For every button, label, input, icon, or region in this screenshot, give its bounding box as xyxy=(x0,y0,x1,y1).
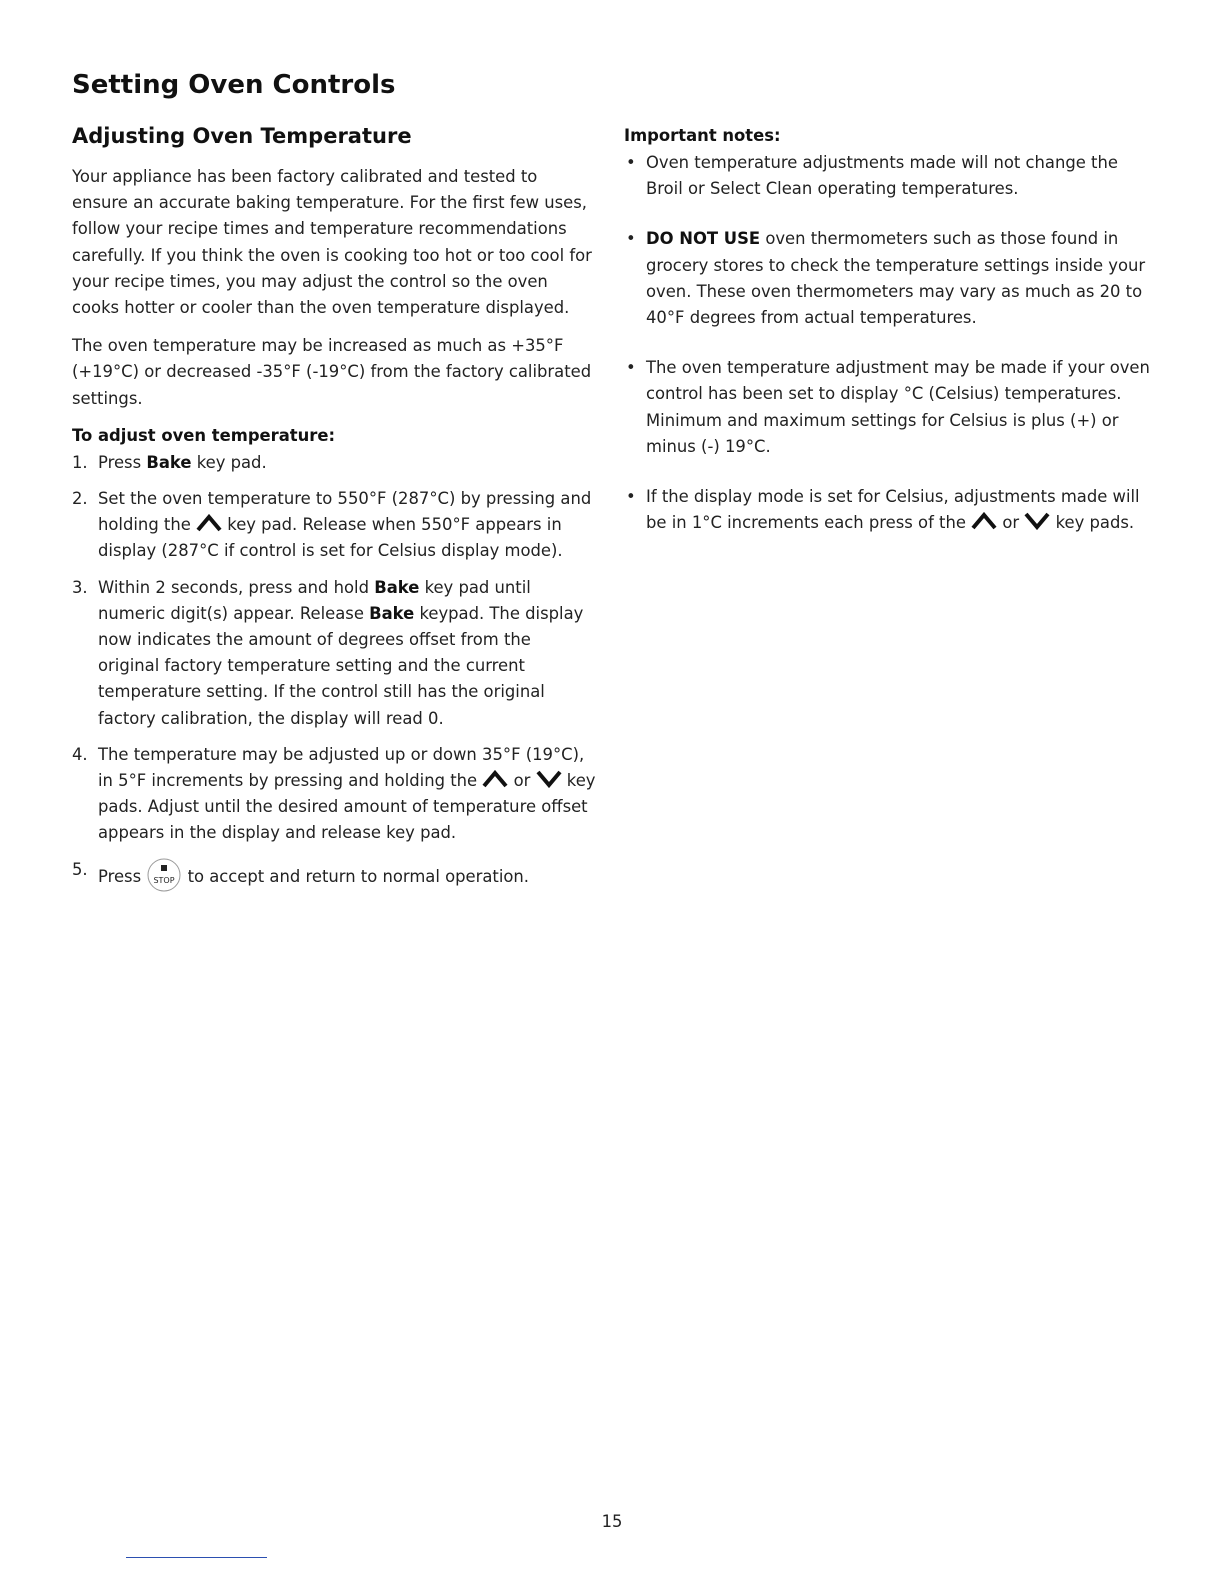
bullet: • xyxy=(626,153,636,172)
procedure-heading: To adjust oven temperature: xyxy=(72,425,336,445)
left-column xyxy=(72,124,596,903)
step-text: The temperature may be adjusted up or down 35°F (19°C), in 5°F increments by pressing and holding the xyxy=(98,744,585,791)
or-text: or xyxy=(1002,513,1020,533)
down-arrow-icon xyxy=(536,770,562,788)
stop-key-icon xyxy=(146,857,182,893)
note-item xyxy=(624,150,1152,202)
step-4 xyxy=(72,742,596,847)
step-text: Press xyxy=(98,452,147,472)
intro-paragraph: Your appliance has been factory calibrated and tested to ensure an accurate baking temperature. For the first few uses, follow your recipe times and temperature recommendations carefully. If you think the oven is cooking too hot or too cool for your recipe times, you may adjust the control so the oven cooks hotter or cooler than the oven temperature displayed. xyxy=(72,167,592,318)
or-text: or xyxy=(513,771,531,791)
bullet: • xyxy=(626,229,636,249)
step-number: 5. xyxy=(72,859,88,879)
note-text: oven thermometers such as those found in grocery stores to check the temperature settings inside your oven. These oven thermometers may vary as much as 20 to 40°F degrees from actual temperatures. xyxy=(646,229,1146,328)
range-paragraph: The oven temperature may be increased as much as +35°F (+19°C) or decreased -35°F (-19°C) from the factory calibrated settings. xyxy=(72,336,592,408)
step-5 xyxy=(72,857,596,893)
bullet: • xyxy=(626,487,636,507)
step-2 xyxy=(72,486,596,565)
page-number: 15 xyxy=(601,1512,623,1531)
footer-rule xyxy=(126,1557,267,1558)
step-number: 4. xyxy=(72,744,88,764)
page-title: Setting Oven Controls xyxy=(72,70,396,100)
note-text: key pads. xyxy=(1055,513,1135,533)
note-item xyxy=(624,355,1152,460)
step-1 xyxy=(72,450,596,476)
note-item xyxy=(624,226,1152,331)
step-text: key pads. Adjust until the desired amount of temperature offset appears in the display and release key pad. xyxy=(98,771,596,843)
step-text: Press xyxy=(98,866,142,886)
section-title-adjusting: Adjusting Oven Temperature xyxy=(72,124,412,148)
step-text: key pad. xyxy=(191,452,267,472)
step-text: key pad until numeric digit(s) appear. Release xyxy=(98,577,531,623)
up-arrow-icon xyxy=(196,514,222,532)
bullet: • xyxy=(626,358,636,378)
step-text: keypad. The display now indicates the amount of degrees offset from the original factory temperature setting and the current temperature setting. If the control still has the original factory calibration, the display will read 0. xyxy=(98,603,584,728)
stop-key-label: STOP xyxy=(153,875,175,885)
step-number: 1. xyxy=(72,452,88,472)
notes-heading: Important notes: xyxy=(624,126,781,145)
warning-label: DO NOT USE xyxy=(646,229,761,249)
note-text: If the display mode is set for Celsius, adjustments made will be in 1°C increments each press of the xyxy=(646,487,1140,533)
bake-key-label: Bake xyxy=(369,603,415,623)
step-number: 3. xyxy=(72,577,88,597)
right-column xyxy=(624,124,1152,560)
down-arrow-icon xyxy=(1024,512,1050,530)
procedure-steps xyxy=(72,450,596,893)
note-item xyxy=(624,484,1152,536)
step-text: Set the oven temperature to 550°F (287°C) by pressing and holding the xyxy=(98,489,592,535)
bake-key-label: Bake xyxy=(146,452,192,472)
up-arrow-icon xyxy=(971,512,997,530)
step-3 xyxy=(72,575,596,732)
step-text: Within 2 seconds, press and hold xyxy=(98,577,375,597)
up-arrow-icon xyxy=(482,770,508,788)
step-text: to accept and return to normal operation. xyxy=(187,866,530,886)
bake-key-label: Bake xyxy=(374,577,420,597)
step-number: 2. xyxy=(72,489,88,509)
important-notes-list xyxy=(624,150,1152,536)
step-text: key pad. Release when 550°F appears in display (287°C if control is set for Celsius display mode). xyxy=(98,515,563,561)
note-text: The oven temperature adjustment may be made if your oven control has been set to display °C (Celsius) temperatures. Minimum and maximum settings for Celsius is plus (+) or minus (-) 19°C. xyxy=(646,358,1150,456)
note-text: Oven temperature adjustments made will not change the Broil or Select Clean operating temperatures. xyxy=(646,153,1118,199)
